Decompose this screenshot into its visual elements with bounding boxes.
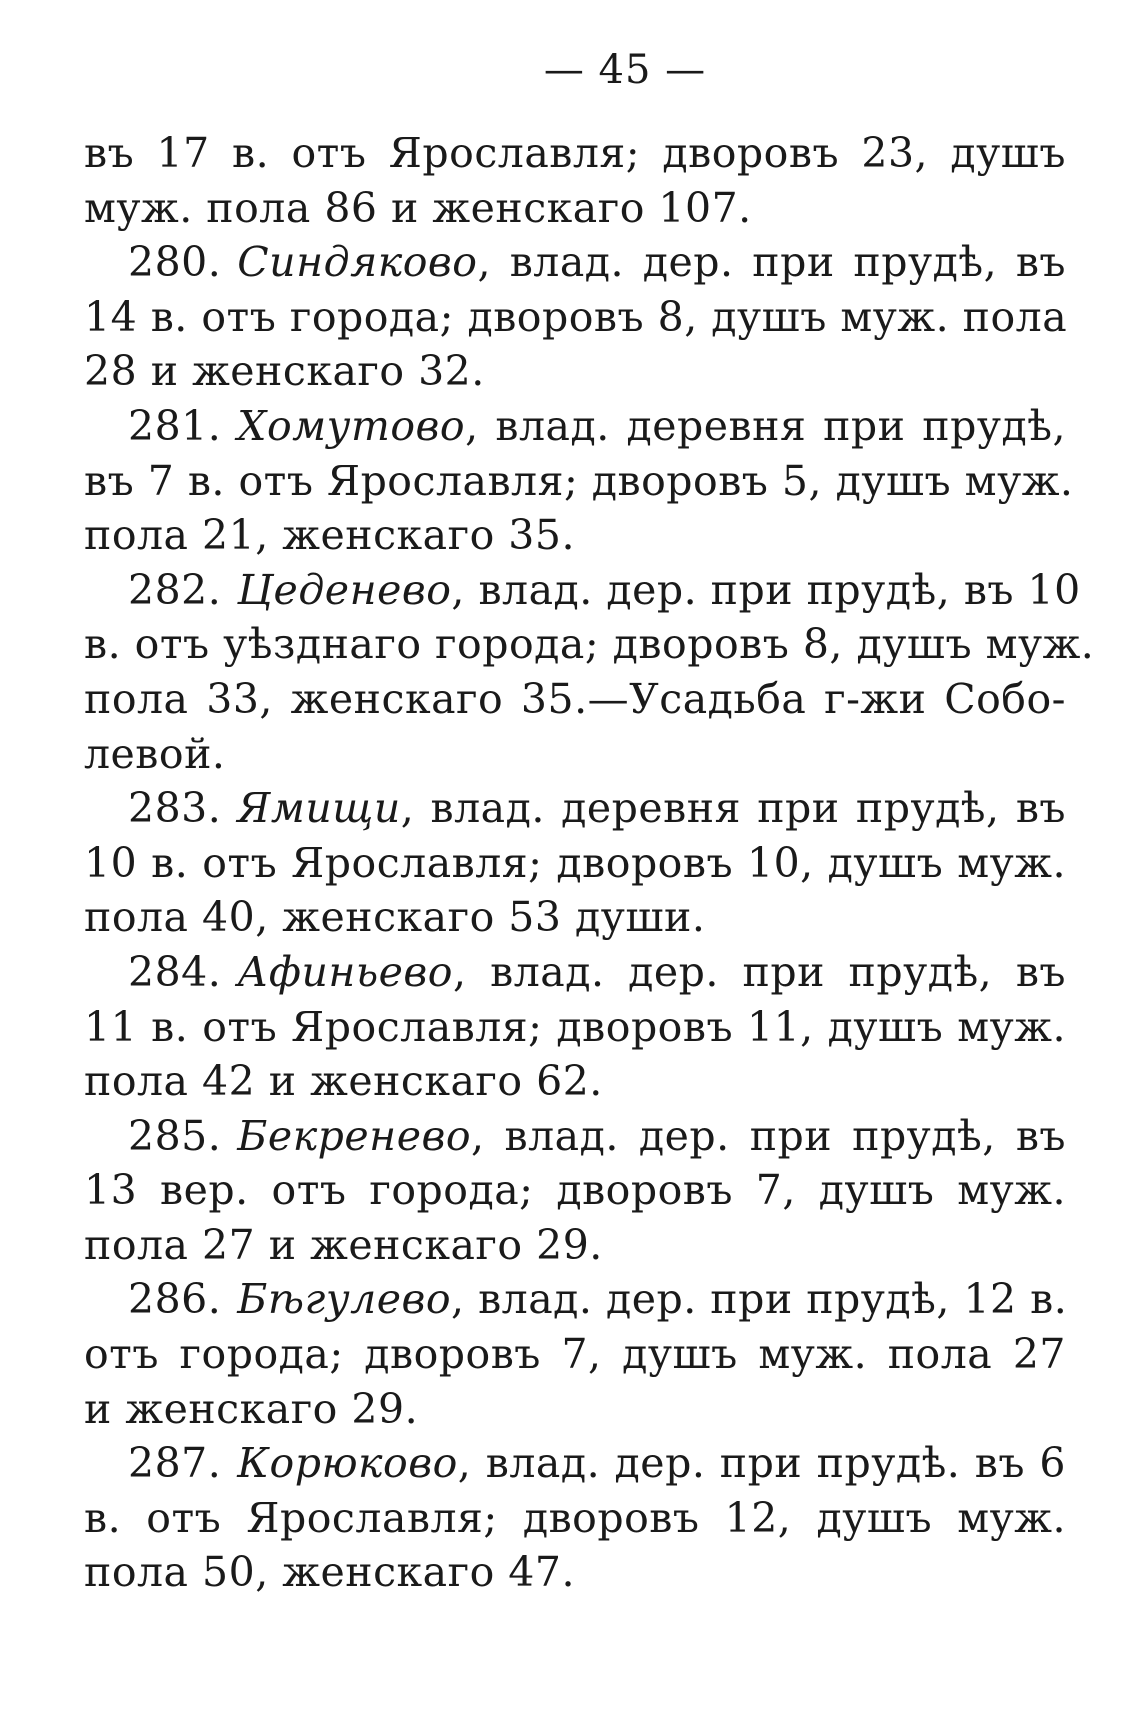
village-name: Хомутово bbox=[237, 401, 466, 450]
text-line: пола 33, женскаго 35.—Усадьба г-жи Собо- bbox=[84, 674, 1066, 723]
text-line: въ 17 в. отъ Ярославля; дворовъ 23, душъ bbox=[84, 129, 1066, 177]
entry-paragraph bbox=[84, 945, 1066, 1109]
text-line: пола 27 и женскаго 29. bbox=[84, 1220, 603, 1269]
entry-text: , влад. дер. при прудѣ, въ bbox=[471, 1111, 1066, 1160]
text-line: пола 50, женскаго 47. bbox=[84, 1548, 576, 1597]
entry-paragraph bbox=[84, 1109, 1066, 1273]
text-line: отъ города; дворовъ 7, душъ муж. пола 27 bbox=[84, 1330, 1066, 1379]
text-line: пола 40, женскаго 53 души. bbox=[84, 893, 706, 942]
village-name: Цеденево bbox=[237, 565, 452, 614]
entry-paragraph bbox=[84, 1436, 1066, 1600]
text-line: и женскаго 29. bbox=[84, 1384, 419, 1433]
text-line: пола 42 и женскаго 62. bbox=[84, 1057, 603, 1106]
document-page bbox=[84, 40, 1095, 1600]
text-line bbox=[84, 945, 1066, 1000]
entry-text: , влад. дер. при прудѣ, въ bbox=[452, 947, 1066, 996]
entry-text: , влад. дер. при прудѣ, въ 10 bbox=[451, 565, 1081, 614]
entry-paragraph bbox=[84, 1272, 1066, 1436]
entry-text: , влад. деревня при прудѣ, въ bbox=[400, 784, 1066, 833]
entry-paragraph bbox=[84, 235, 1066, 399]
text-line: в. отъ Ярославля; дворовъ 12, душъ муж. bbox=[84, 1493, 1066, 1542]
village-name: Бѣгулево bbox=[237, 1275, 452, 1324]
text-line: муж. пола 86 и женскаго 107. bbox=[84, 183, 752, 232]
text-line: 11 в. отъ Ярославля; дворовъ 11, душъ муж. bbox=[84, 1002, 1066, 1051]
entry-number: 281. bbox=[128, 401, 222, 450]
text-line: 13 вер. отъ города; дворовъ 7, душъ муж. bbox=[84, 1166, 1066, 1215]
page-number: — 45 — bbox=[543, 47, 707, 93]
entry-paragraph bbox=[84, 399, 1074, 563]
continuation-paragraph bbox=[84, 126, 1066, 235]
village-name: Афиньево bbox=[237, 947, 453, 996]
entry-number: 280. bbox=[128, 238, 222, 287]
text-line bbox=[84, 1436, 1066, 1491]
village-name: Бекренево bbox=[237, 1111, 472, 1160]
entry-number: 286. bbox=[128, 1275, 222, 1324]
entry-paragraph bbox=[84, 563, 1095, 781]
entry-number: 282. bbox=[128, 565, 222, 614]
text-line: 14 в. отъ города; дворовъ 8, душъ муж. пола bbox=[84, 292, 1068, 341]
text-line bbox=[84, 1109, 1066, 1164]
text-line: левой. bbox=[84, 729, 226, 778]
text-line bbox=[84, 781, 1066, 836]
text-line bbox=[84, 235, 1066, 290]
entry-text: , влад. дер. при прудѣ, 12 в. bbox=[451, 1275, 1068, 1324]
entry-text: , влад. деревня при прудѣ, bbox=[465, 401, 1066, 450]
entry-paragraph bbox=[84, 781, 1066, 945]
entry-number: 287. bbox=[128, 1439, 222, 1488]
village-name: Ямищи bbox=[237, 784, 401, 833]
entry-number: 285. bbox=[128, 1111, 222, 1160]
text-line: пола 21, женскаго 35. bbox=[84, 511, 576, 560]
entry-text: , влад. дер. при прудѣ. въ 6 bbox=[457, 1439, 1066, 1488]
text-line bbox=[84, 563, 1081, 618]
text-line: въ 7 в. отъ Ярославля; дворовъ 5, душъ муж. bbox=[84, 456, 1074, 505]
entry-number: 283. bbox=[128, 784, 222, 833]
text-line bbox=[84, 1272, 1066, 1327]
entry-number: 284. bbox=[128, 947, 222, 996]
entry-text: , влад. дер. при прудѣ, въ bbox=[477, 238, 1066, 287]
text-line: 10 в. отъ Ярославля; дворовъ 10, душъ муж. bbox=[84, 838, 1066, 887]
village-name: Корюково bbox=[237, 1439, 458, 1488]
village-name: Синдяково bbox=[237, 238, 478, 287]
text-line bbox=[84, 399, 1066, 454]
entries-list bbox=[84, 235, 1095, 1600]
text-line: 28 и женскаго 32. bbox=[84, 347, 485, 396]
text-line: в. отъ уѣзднаго города; дворовъ 8, душъ муж. bbox=[84, 620, 1095, 669]
